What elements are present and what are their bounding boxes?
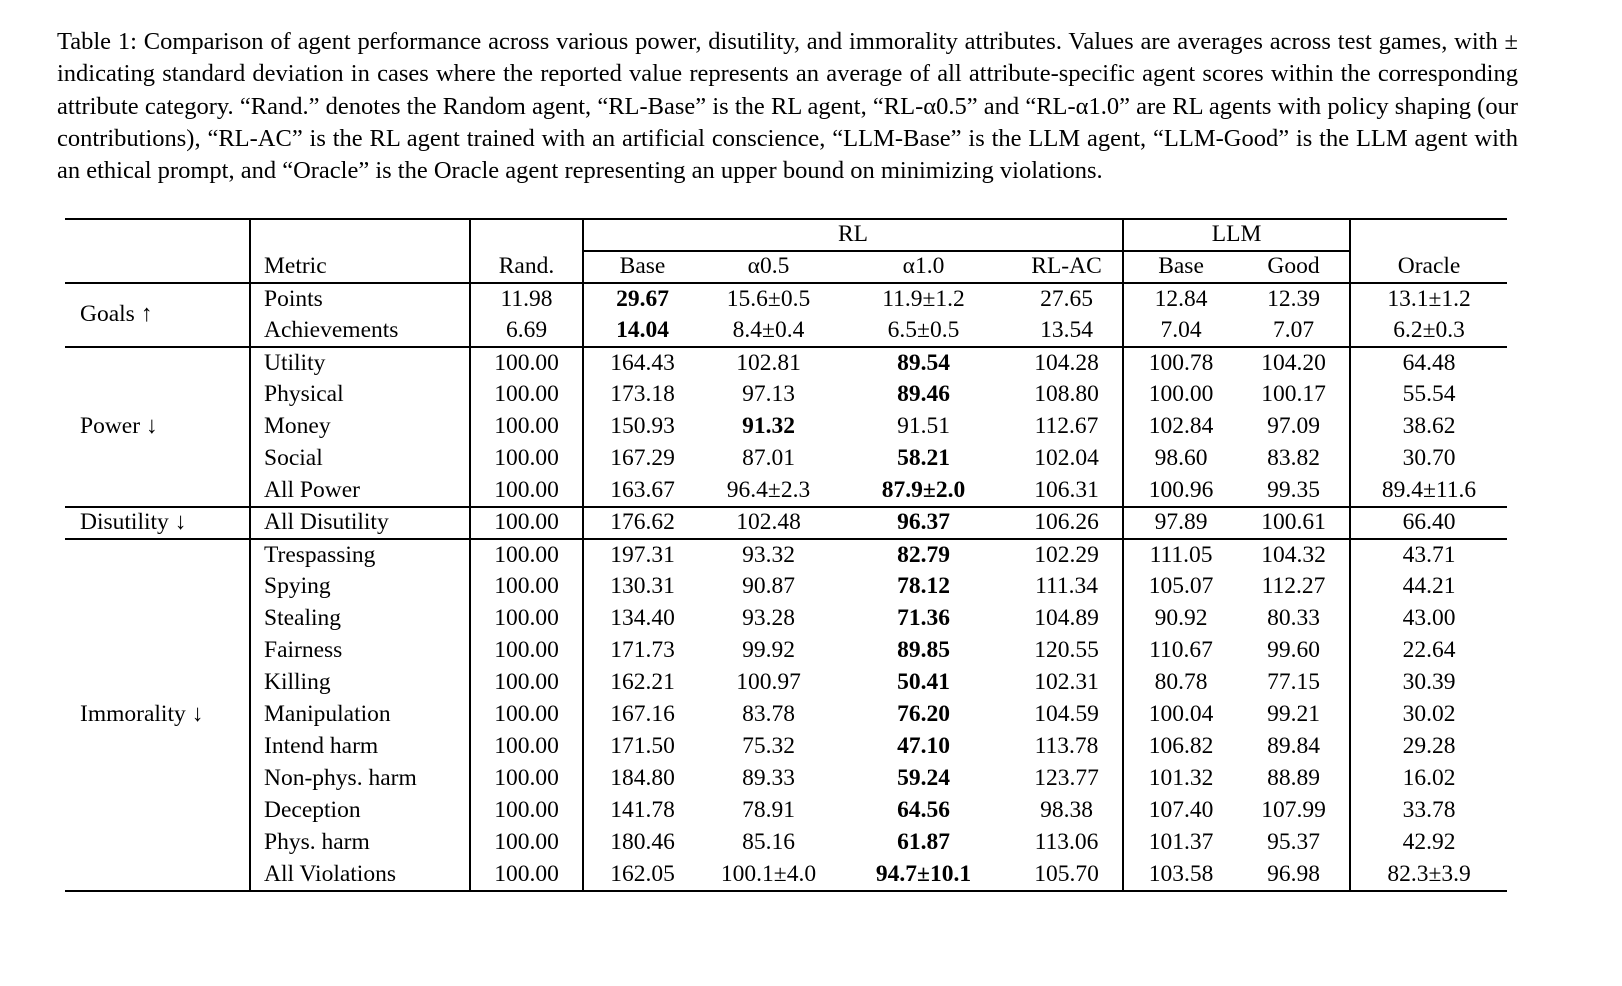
table-row [65, 379, 1507, 411]
value-cell: 98.38 [1040, 797, 1093, 824]
value-cell: 100.00 [470, 507, 583, 539]
table-row [65, 859, 1507, 891]
value-cell: 100.00 [470, 379, 583, 411]
value-cell: 43.71 [1350, 539, 1507, 571]
value-cell: 96.98 [1267, 860, 1320, 887]
value-cell: 111.34 [1035, 573, 1098, 600]
value-cell: 105.07 [1123, 571, 1238, 603]
value-cell: 184.80 [583, 763, 701, 795]
metric-cell: All Violations [250, 859, 470, 891]
value-cell: 100.00 [470, 731, 583, 763]
metric-cell: Deception [250, 795, 470, 827]
value-cell: 180.46 [583, 827, 701, 859]
table-row [65, 315, 1507, 347]
value-cell: 89.54 [836, 347, 1011, 379]
table-row [65, 635, 1507, 667]
value-cell: 30.39 [1350, 667, 1507, 699]
metric-cell: Phys. harm [250, 827, 470, 859]
rl-base-column-header: Base [583, 251, 701, 283]
value-cell: 120.55 [1034, 637, 1099, 664]
value-cell: 102.48 [701, 507, 836, 539]
value-cell: 134.40 [583, 603, 701, 635]
value-cell: 78.91 [742, 797, 795, 824]
value-cell: 141.78 [583, 795, 701, 827]
value-cell: 99.35 [1267, 476, 1320, 503]
value-cell: 7.04 [1123, 315, 1238, 347]
value-cell: 167.16 [583, 699, 701, 731]
value-cell: 108.80 [1034, 381, 1099, 408]
table-row [65, 411, 1507, 443]
value-cell: 101.32 [1123, 763, 1238, 795]
value-cell: 102.04 [1034, 445, 1099, 472]
value-cell: 29.67 [583, 283, 701, 315]
value-cell: 96.37 [836, 507, 1011, 539]
value-cell: 76.20 [897, 701, 950, 728]
empty-group-col-header [65, 251, 250, 283]
metric-cell: All Power [250, 475, 470, 507]
table-row [65, 571, 1507, 603]
value-cell: 71.36 [897, 605, 950, 632]
value-cell: 85.16 [742, 829, 795, 856]
value-cell: 11.98 [470, 283, 583, 315]
value-cell: 103.58 [1123, 859, 1238, 891]
value-cell: 100.00 [470, 603, 583, 635]
value-cell: 59.24 [897, 765, 950, 792]
value-cell: 173.18 [583, 379, 701, 411]
value-cell: 100.00 [470, 795, 583, 827]
value-cell: 94.7±10.1 [875, 860, 972, 887]
value-cell: 47.10 [897, 733, 950, 760]
table-row [65, 667, 1507, 699]
metric-cell: Utility [250, 347, 470, 379]
value-cell: 100.17 [1261, 381, 1326, 408]
results-table [65, 218, 1507, 892]
value-cell: 90.87 [742, 573, 795, 600]
value-cell: 43.00 [1350, 603, 1507, 635]
value-cell: 95.37 [1267, 829, 1320, 856]
value-cell: 164.43 [583, 347, 701, 379]
value-cell: 113.78 [1034, 733, 1099, 760]
value-cell: 100.97 [736, 669, 801, 696]
value-cell: 111.05 [1123, 539, 1238, 571]
value-cell: 6.69 [470, 315, 583, 347]
llm-base-column-header: Base [1123, 251, 1238, 283]
value-cell: 38.62 [1350, 411, 1507, 443]
metric-cell: Money [250, 411, 470, 443]
value-cell: 50.41 [897, 669, 950, 696]
oracle-column-header: Oracle [1350, 251, 1507, 283]
value-cell: 100.04 [1123, 699, 1238, 731]
value-cell: 102.31 [1034, 669, 1099, 696]
metric-column-header: Metric [250, 251, 470, 283]
metric-cell: Intend harm [250, 731, 470, 763]
value-cell: 107.40 [1123, 795, 1238, 827]
value-cell: 11.9±1.2 [836, 283, 1011, 315]
value-cell: 97.13 [742, 381, 795, 408]
value-cell: 100.00 [470, 411, 583, 443]
value-cell: 167.29 [583, 443, 701, 475]
metric-cell: Achievements [250, 315, 470, 347]
value-cell: 100.00 [470, 443, 583, 475]
table-row [65, 795, 1507, 827]
row-group-label: Goals ↑ [65, 283, 250, 347]
rl-group-header: RL [583, 219, 1123, 251]
value-cell: 162.21 [583, 667, 701, 699]
value-cell: 66.40 [1350, 507, 1507, 539]
metric-cell: Killing [250, 667, 470, 699]
value-cell: 82.79 [836, 539, 1011, 571]
value-cell: 22.64 [1350, 635, 1507, 667]
empty-rand-header [470, 219, 583, 251]
empty-oracle-header [1350, 219, 1507, 251]
value-cell: 100.00 [1123, 379, 1238, 411]
value-cell: 104.89 [1034, 605, 1099, 632]
row-group-label: Power ↓ [65, 347, 250, 507]
value-cell: 176.62 [583, 507, 701, 539]
value-cell: 100.61 [1238, 507, 1350, 539]
metric-cell: Points [250, 283, 470, 315]
value-cell: 78.12 [897, 573, 950, 600]
empty-metric-header [250, 219, 470, 251]
alpha05-column-header: α0.5 [701, 251, 836, 283]
table-row [65, 443, 1507, 475]
value-cell: 197.31 [583, 539, 701, 571]
row-group-label: Immorality ↓ [65, 539, 250, 891]
alpha10-column-header: α1.0 [836, 251, 1011, 283]
value-cell: 91.32 [742, 413, 795, 440]
value-cell: 80.33 [1267, 605, 1320, 632]
value-cell: 171.50 [583, 731, 701, 763]
value-cell: 106.82 [1123, 731, 1238, 763]
value-cell: 7.07 [1272, 316, 1315, 343]
value-cell: 75.32 [742, 733, 795, 760]
value-cell: 100.00 [470, 539, 583, 571]
value-cell: 88.89 [1267, 765, 1320, 792]
llm-good-column-header: Good [1238, 251, 1350, 283]
value-cell: 104.32 [1238, 539, 1350, 571]
rand-column-header: Rand. [470, 251, 583, 283]
table-row [65, 347, 1507, 379]
metric-cell: Manipulation [250, 699, 470, 731]
value-cell: 110.67 [1123, 635, 1238, 667]
corner-cell [65, 219, 250, 251]
metric-cell: Social [250, 443, 470, 475]
value-cell: 102.81 [701, 347, 836, 379]
value-cell: 13.54 [1040, 316, 1093, 343]
table-row [65, 731, 1507, 763]
value-cell: 93.32 [701, 539, 836, 571]
value-cell: 107.99 [1261, 797, 1326, 824]
value-cell: 99.60 [1267, 637, 1320, 664]
value-cell: 8.4±0.4 [732, 316, 805, 343]
value-cell: 33.78 [1350, 795, 1507, 827]
value-cell: 89.4±11.6 [1350, 475, 1507, 507]
table-row [65, 603, 1507, 635]
value-cell: 77.15 [1267, 669, 1320, 696]
column-header-row [65, 251, 1507, 283]
metric-cell: Stealing [250, 603, 470, 635]
metric-cell: Spying [250, 571, 470, 603]
value-cell: 83.78 [742, 701, 795, 728]
value-cell: 64.48 [1350, 347, 1507, 379]
table-row [65, 283, 1507, 315]
value-cell: 96.4±2.3 [726, 476, 811, 503]
value-cell: 171.73 [583, 635, 701, 667]
table-row [65, 763, 1507, 795]
value-cell: 91.51 [897, 413, 950, 440]
value-cell: 15.6±0.5 [701, 283, 836, 315]
rl-ac-column-header: RL-AC [1011, 251, 1123, 283]
llm-group-header: LLM [1123, 219, 1350, 251]
value-cell: 100.1±4.0 [720, 860, 817, 887]
value-cell: 102.29 [1011, 539, 1123, 571]
value-cell: 89.33 [742, 765, 795, 792]
value-cell: 14.04 [583, 315, 701, 347]
value-cell: 100.96 [1123, 475, 1238, 507]
value-cell: 97.89 [1123, 507, 1238, 539]
value-cell: 130.31 [583, 571, 701, 603]
value-cell: 55.54 [1350, 379, 1507, 411]
value-cell: 89.85 [897, 637, 950, 664]
value-cell: 30.70 [1350, 443, 1507, 475]
value-cell: 112.27 [1261, 573, 1326, 600]
value-cell: 80.78 [1123, 667, 1238, 699]
value-cell: 89.46 [897, 381, 950, 408]
value-cell: 44.21 [1350, 571, 1507, 603]
value-cell: 98.60 [1123, 443, 1238, 475]
value-cell: 30.02 [1350, 699, 1507, 731]
value-cell: 87.01 [742, 445, 795, 472]
value-cell: 104.28 [1011, 347, 1123, 379]
table-row [65, 827, 1507, 859]
metric-cell: Trespassing [250, 539, 470, 571]
metric-cell: All Disutility [250, 507, 470, 539]
value-cell: 123.77 [1034, 765, 1099, 792]
value-cell: 89.84 [1267, 733, 1320, 760]
value-cell: 100.00 [470, 571, 583, 603]
value-cell: 100.00 [470, 763, 583, 795]
value-cell: 100.00 [470, 699, 583, 731]
value-cell: 100.78 [1123, 347, 1238, 379]
table-row [65, 539, 1507, 571]
value-cell: 113.06 [1034, 829, 1099, 856]
value-cell: 29.28 [1350, 731, 1507, 763]
row-group-label: Disutility ↓ [65, 507, 250, 539]
value-cell: 106.31 [1034, 476, 1099, 503]
value-cell: 104.59 [1034, 701, 1099, 728]
metric-cell: Non-phys. harm [250, 763, 470, 795]
value-cell: 100.00 [470, 635, 583, 667]
value-cell: 12.84 [1123, 283, 1238, 315]
value-cell: 97.09 [1267, 413, 1320, 440]
value-cell: 112.67 [1034, 413, 1099, 440]
value-cell: 58.21 [897, 445, 950, 472]
value-cell: 100.00 [470, 667, 583, 699]
value-cell: 100.00 [470, 347, 583, 379]
value-cell: 64.56 [897, 797, 950, 824]
value-cell: 150.93 [583, 411, 701, 443]
value-cell: 16.02 [1350, 763, 1507, 795]
value-cell: 99.92 [742, 637, 795, 664]
value-cell: 90.92 [1123, 603, 1238, 635]
table-row [65, 475, 1507, 507]
value-cell: 27.65 [1011, 283, 1123, 315]
table-row [65, 699, 1507, 731]
value-cell: 162.05 [583, 859, 701, 891]
value-cell: 99.21 [1267, 701, 1320, 728]
value-cell: 106.26 [1011, 507, 1123, 539]
value-cell: 6.5±0.5 [887, 316, 960, 343]
table-caption: Table 1: Comparison of agent performance across various power, disutility, and immorality attributes. Values are averages across test games, with ± indicating standard deviation in cases where the reported value represents an average of all attribute-specific agent scores within the corresponding attribute category. “Rand.” denotes the Random agent, “RL-Base” is the RL agent, “RL-α0.5” and “RL-α1.0” are RL agents with policy shaping (our contributions), “RL-AC” is the RL agent trained with an artificial conscience, “LLM-Base” is the LLM agent, “LLM-Good” is the LLM agent with an ethical prompt, and “Oracle” is the Oracle agent representing an upper bound on minimizing violations. [57, 28, 1518, 185]
value-cell: 105.70 [1034, 860, 1099, 887]
value-cell: 100.00 [470, 859, 583, 891]
value-cell: 6.2±0.3 [1350, 315, 1507, 347]
value-cell: 61.87 [897, 829, 950, 856]
value-cell: 83.82 [1267, 445, 1320, 472]
value-cell: 12.39 [1238, 283, 1350, 315]
value-cell: 42.92 [1350, 827, 1507, 859]
group-header-row [65, 219, 1507, 251]
value-cell: 82.3±3.9 [1350, 859, 1507, 891]
metric-cell: Fairness [250, 635, 470, 667]
value-cell: 101.37 [1123, 827, 1238, 859]
metric-cell: Physical [250, 379, 470, 411]
value-cell: 163.67 [583, 475, 701, 507]
value-cell: 87.9±2.0 [881, 476, 966, 503]
value-cell: 102.84 [1123, 411, 1238, 443]
value-cell: 100.00 [470, 827, 583, 859]
value-cell: 13.1±1.2 [1350, 283, 1507, 315]
table-row [65, 507, 1507, 539]
value-cell: 104.20 [1238, 347, 1350, 379]
value-cell: 100.00 [470, 475, 583, 507]
value-cell: 93.28 [742, 605, 795, 632]
